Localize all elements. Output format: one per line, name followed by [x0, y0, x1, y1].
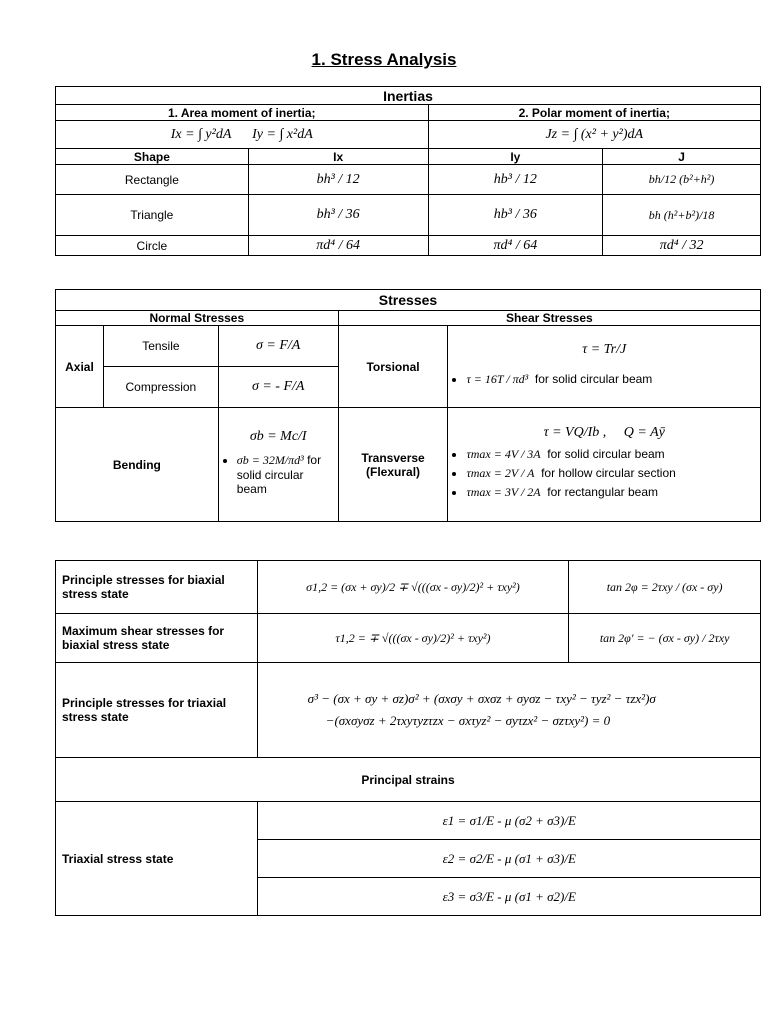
iy-value: hb³ / 36 — [428, 195, 603, 236]
biaxial-formula: σ1,2 = (σx + σy)/2 ∓ √(((σx - σy)/2)² + τxy²) — [257, 561, 569, 614]
transverse-label: Transverse (Flexural) — [338, 408, 448, 522]
iy-value: πd⁴ / 64 — [428, 236, 603, 256]
table-row — [56, 195, 761, 236]
strain-1-formula: ε1 = σ1/E - μ (σ2 + σ3)/E — [257, 802, 760, 840]
shape-name: Circle — [56, 236, 249, 256]
max-shear-label: Maximum shear stresses for biaxial stress state — [56, 614, 258, 663]
strain-2-formula: ε2 = σ2/E - μ (σ1 + σ3)/E — [257, 840, 760, 878]
axial-label: Axial — [56, 326, 104, 408]
bending-notes — [223, 453, 334, 496]
col-iy: Iy — [428, 149, 603, 165]
bending-cell — [218, 408, 338, 522]
inertias-header: Inertias — [56, 87, 761, 105]
biaxial-angle-formula: tan 2φ = 2τxy / (σx - σy) — [569, 561, 761, 614]
max-shear-angle-formula: tan 2φ′ = − (σx - σy) / 2τxy — [569, 614, 761, 663]
compression-label: Compression — [103, 367, 218, 408]
polar-moment-formula-text: Jz = ∫ (x² + y²)dA — [545, 126, 644, 142]
note-formula: τmax = 2V / A — [466, 466, 535, 480]
iy-value: hb³ / 12 — [428, 165, 603, 195]
polar-moment-formula — [428, 121, 760, 149]
normal-stresses-heading: Normal Stresses — [56, 311, 339, 326]
triaxial-line-2: −(σxσyσz + 2τxyτyzτzx − σxτyz² − σyτzx² − σzτxy²) = 0 — [325, 713, 611, 728]
list-item — [466, 485, 760, 500]
torsional-cell — [448, 326, 761, 408]
transverse-formula: τ = VQ/Ib , Q = Aȳ — [543, 425, 665, 440]
col-ix: Ix — [248, 149, 428, 165]
note-formula: τmax = 4V / 3A — [466, 447, 541, 461]
triaxial-state-label: Triaxial stress state — [56, 802, 258, 916]
table-row — [56, 236, 761, 256]
triaxial-label: Principle stresses for triaxial stress state — [56, 663, 258, 758]
triaxial-line-1: σ³ − (σx + σy + σz)σ² + (σxσy + σxσz + σyσz − τxy² − τyz² − τzx²)σ — [307, 691, 656, 706]
shape-name: Rectangle — [56, 165, 249, 195]
principal-strains-heading: Principal strains — [56, 758, 761, 802]
principal-stresses-table — [55, 560, 761, 916]
transverse-notes — [448, 447, 760, 500]
torsional-label: Torsional — [338, 326, 448, 408]
area-moment-heading: 1. Area moment of inertia; — [56, 105, 429, 121]
torsional-formula: τ = Tr/J — [582, 342, 627, 357]
list-item — [237, 453, 334, 496]
list-item — [466, 447, 760, 462]
area-moment-formula-text: Ix = ∫ y²dA Iy = ∫ x²dA — [170, 126, 313, 142]
max-shear-formula: τ1,2 = ∓ √(((σx - σy)/2)² + τxy²) — [257, 614, 569, 663]
area-moment-formula — [56, 121, 429, 149]
note-formula: τ = 16T / πd³ — [466, 372, 529, 386]
bending-label: Bending — [56, 408, 219, 522]
note-text: for solid circular beam — [528, 372, 653, 386]
note-formula: τmax = 3V / 2A — [466, 485, 541, 499]
biaxial-label: Principle stresses for biaxial stress state — [56, 561, 258, 614]
triaxial-formula — [257, 663, 760, 758]
ix-value: bh³ / 12 — [248, 165, 428, 195]
polar-moment-heading: 2. Polar moment of inertia; — [428, 105, 760, 121]
shear-stresses-heading: Shear Stresses — [338, 311, 760, 326]
shape-name: Triangle — [56, 195, 249, 236]
list-item — [466, 466, 760, 481]
tensile-formula: σ = F/A — [218, 326, 338, 367]
compression-formula: σ = - F/A — [218, 367, 338, 408]
ix-value: πd⁴ / 64 — [248, 236, 428, 256]
col-shape: Shape — [56, 149, 249, 165]
list-item — [466, 372, 760, 387]
bending-formula: σb = Mc/I — [249, 429, 307, 444]
inertias-table — [55, 86, 761, 256]
j-value: bh (h²+b²)/18 — [603, 195, 761, 236]
note-text: for solid circular beam — [236, 453, 322, 496]
note-text: for solid circular beam — [540, 447, 665, 461]
j-value: πd⁴ / 32 — [603, 236, 761, 256]
tensile-label: Tensile — [103, 326, 218, 367]
stresses-table — [55, 289, 761, 522]
col-j: J — [603, 149, 761, 165]
ix-value: bh³ / 36 — [248, 195, 428, 236]
note-text: for hollow circular section — [534, 466, 676, 480]
note-text: for rectangular beam — [540, 485, 659, 499]
transverse-cell — [448, 408, 761, 522]
torsional-notes — [448, 372, 760, 387]
page-title: 1. Stress Analysis — [311, 50, 457, 69]
note-formula: σb = 32M/πd³ — [236, 453, 304, 467]
strain-3-formula: ε3 = σ3/E - μ (σ1 + σ2)/E — [257, 878, 760, 916]
stresses-header: Stresses — [56, 290, 761, 311]
j-value: bh/12 (b²+h²) — [603, 165, 761, 195]
table-row — [56, 165, 761, 195]
